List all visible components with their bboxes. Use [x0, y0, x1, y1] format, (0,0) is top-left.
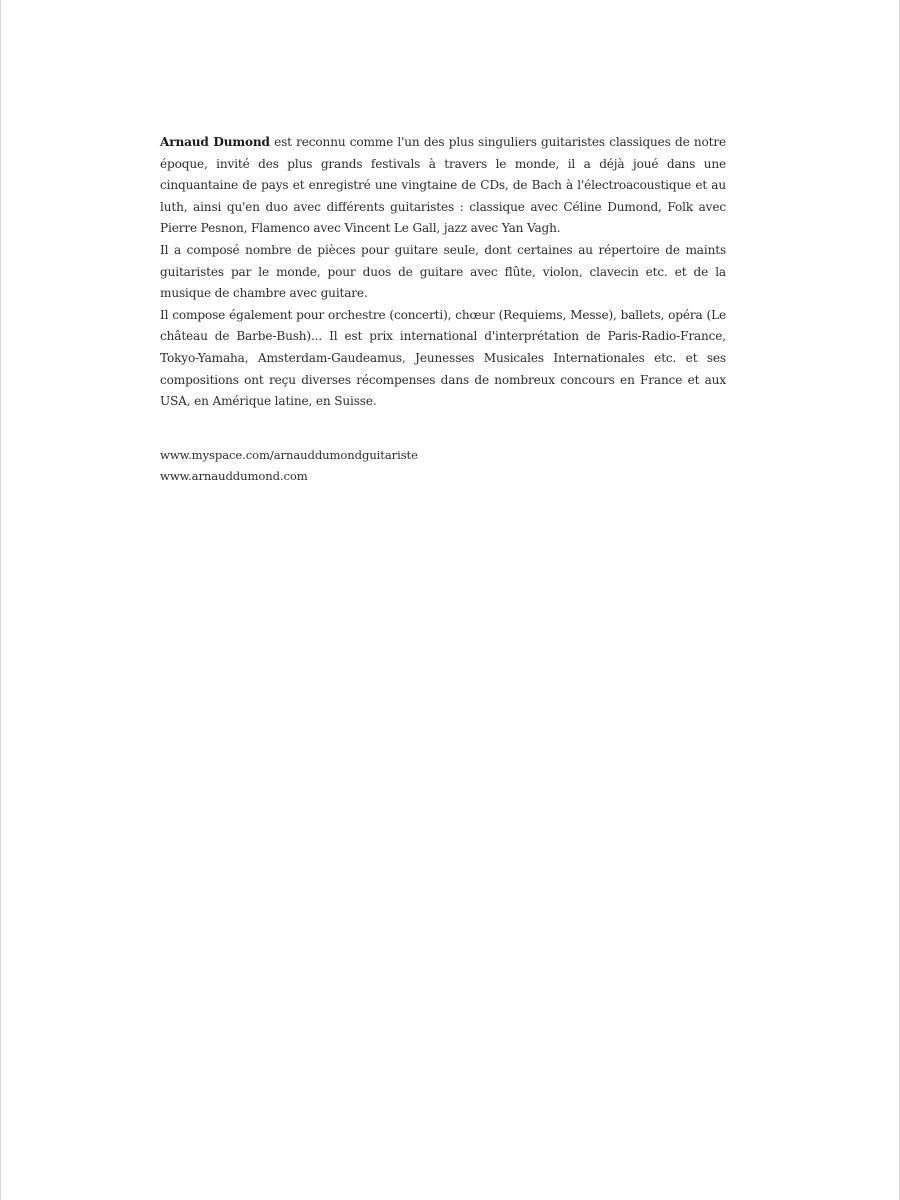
author-name: Arnaud Dumond [160, 135, 270, 149]
bio-paragraph-3: Il compose également pour orchestre (concerti), chœur (Requiems, Messe), ballets, opéra (Le château de Barbe-Bush)... Il est prix international d'interprétation de Paris-Radio-France, Tokyo-Yamaha, Amsterdam-Gaudeamus, Jeunesses Musicales Internationales etc. et ses compositions ont reçu diverses récompenses dans de nombreux concours en France et aux USA, en Amérique latine, en Suisse. [160, 307, 726, 409]
biography-section [160, 132, 726, 488]
website-link[interactable]: www.arnauddumond.com [160, 469, 308, 484]
links-section [160, 445, 726, 488]
myspace-link[interactable]: www.myspace.com/arnauddumondguitariste [160, 447, 418, 462]
bio-paragraph-1 [160, 132, 726, 240]
bio-paragraph-1-text: est reconnu comme l'un des plus singuliers guitaristes classiques de notre époque, invité des plus grands festivals à travers le monde, il a déjà joué dans une cinquantaine de pays et enregistré une vingtaine de CDs, de Bach à l'électroacoustique et au luth, ainsi qu'en duo avec différents guitaristes : classique avec Céline Dumond, Folk avec Pierre Pesnon, Flamenco avec Vincent Le Gall, jazz avec Yan Vagh. [160, 135, 726, 236]
bio-paragraph-2: Il a composé nombre de pièces pour guitare seule, dont certaines au répertoire de maints guitaristes par le monde, pour duos de guitare avec flûte, violon, clavecin etc. et de la musique de chambre avec guitare. [160, 242, 726, 301]
